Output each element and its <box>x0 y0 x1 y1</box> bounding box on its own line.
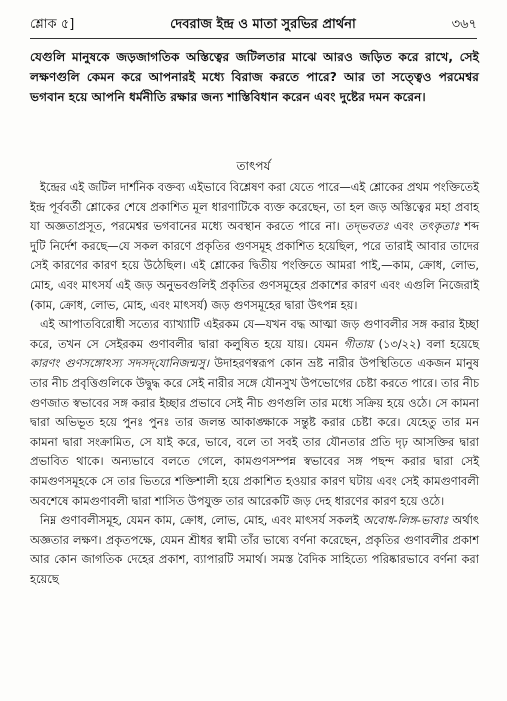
verse-translation: যেগুলি মানুষকে জড়জাগতিক অস্তিত্বের জটিলতার মাঝে আরও জড়িত করে রাখে, সেই লক্ষণগুলি কেমন করে আপনারই মধ্যে বিরাজ করতে পারে? আর তা সত্ত্বেও পরমেশ্বর ভগবান হয়ে আপনি ধর্মনীতি রক্ষার জন্য শাস্তিবিধান করেন এবং দুষ্টের দমন করেন। <box>30 50 479 104</box>
text-run: শব্দ দুটি নির্দেশ করছে—যে সকল কারণে প্রকৃতির গুণসমূহ প্রকাশিত হয়েছিল, পরে তারাই আবার তাদের সেই কারণের কারণ হয়ে উঠেছিল। এই শ্লোকের দ্বিতীয় পংক্তিতে আমরা পাই,—কাম, ক্রোধ, লোভ, মোহ, এবং মাৎসর্য এই জড় অনুভবগুলিই প্রকৃতির গুণসমূহের প্রকাশের কারণ এবং এগুলি নিজেরাই (কাম, ক্রোধ, লোভ, মোহ, এবং মাৎসর্য) জড় গুণসমূহের দ্বারা উৎপন্ন হয়। <box>30 219 480 312</box>
purport-paragraph-1 <box>30 178 479 315</box>
header-divider <box>30 38 477 39</box>
purport-heading: তাৎপর্য <box>236 159 271 173</box>
text-run: উদাহরণস্বরূপ কোন ভ্রষ্ট নারীর উপস্থিতিতে একজন মানুষ তার নীচ প্রবৃত্তিগুলিকে উদ্বুদ্ধ করে সেই নারীর সঙ্গে যৌনসুখ উপভোগের চেষ্টা করতে পারে। তার নীচ গুণজাত স্বভাবের সঙ্গ করার ইচ্ছার প্রভাবে সেই নীচ গুণগুলি তার মধ্যে সক্রিয় হয়ে ওঠে। সে কামনা দ্বারা অভিভূত হয়ে পুনঃ পুনঃ তার জলন্ত আকাঙ্ক্ষাকে সন্তুষ্ট করার চেষ্টা করে। যেহেতু তার মন কামনা দ্বারা সংক্রামিত, সে যাই করে, ভাবে, বলে তা সবই তার যৌনতার প্রতি দৃঢ় আসক্তির দ্বারা প্রভাবিত থাকে। অন্যভাবে বলতে গেলে, কামগুণসম্পন্ন স্বভাবের সঙ্গ পছন্দ করার দ্বারা সেই কামগুণসমূহকে সে তার ভিতরে শক্তিশালী হয়ে প্রকাশিত হওয়ার কারণ ঘটায় এবং সেই কামগুণাবলী অবশেষে কামগুণাবলী দ্বারা শাসিত উপযুক্ত তার আরেকটি জড় দেহ ধারণের কারণ হয়ে ওঠে। <box>30 356 480 508</box>
text-run: ইন্দ্রের এই জটিল দার্শনিক বক্তব্য এইভাবে বিশ্লেষণ করা যেতে পারে—এই শ্লোকের প্রথম পংক্তিতেই ইন্দ্র পূর্ববর্তী শ্লোকের শেষে প্রকাশিত মূল ধারণাটিকে ব্যক্ত করেছেন, তা হল জড় অস্তিত্বের মহা প্রবাহ যা অজ্ঞতাপ্রসূত, পরমেশ্বর ভগবানের মধ্যে অবস্থান করতে পারে না। <box>30 180 479 234</box>
text-run: (১৩/২২) বলা হয়েছে <box>372 336 480 351</box>
text-run: এবং <box>388 219 419 234</box>
purport-paragraph-2 <box>30 315 479 511</box>
page-number: ৩৬৭ <box>451 16 477 32</box>
sanskrit-quote: কারণং গুণসঙ্গোঽস্য সদসদ্‌যোনিজন্মসু। <box>30 356 209 371</box>
text-run: অর্থাৎ অজ্ঞতার লক্ষণ। প্রকৃতপক্ষে, যেমন শ্রীধর স্বামী তাঁর ভাষ্যে বর্ণনা করেছেন, প্রকৃতির গুণাবলীর প্রকাশ আর কোন জাগতিক দেহের প্রকাশ, ব্যাপারটি সমার্থ। সমস্ত বৈদিক সাহিত্যে পরিষ্কারভাবে বর্ণনা করা হয়েছে <box>30 513 479 586</box>
text-run: এই আপাতবিরোধী সত্যের ব্যাখ্যাটি এইরকম যে—যখন বদ্ধ আত্মা জড় গুণাবলীর সঙ্গ করার ইচ্ছা করে, তখন সে সেইরকম গুণাবলীর দ্বারা কলুষিত হয়ে যায়। যেমন <box>30 317 479 351</box>
purport-paragraph-3 <box>30 511 479 589</box>
page-header <box>30 14 477 36</box>
sanskrit-term: তদ্‌ভবতঃ <box>344 219 389 234</box>
sanskrit-term: অবোধ-লিঙ্গ-ভাবাঃ <box>362 513 449 528</box>
purport-body <box>30 178 479 589</box>
verse-reference: শ্লোক ৫] <box>30 16 75 32</box>
chapter-title: দেবরাজ ইন্দ্র ও মাতা সুরভির প্রার্থনা <box>170 16 356 32</box>
scripture-title: গীতায় <box>343 336 373 351</box>
text-run: নিম্ন গুণাবলীসমূহ, যেমন কাম, ক্রোধ, লোভ, মোহ, এবং মাৎসর্য সকলই <box>40 513 363 528</box>
sanskrit-term: তৎকৃতাঃ <box>418 219 460 234</box>
